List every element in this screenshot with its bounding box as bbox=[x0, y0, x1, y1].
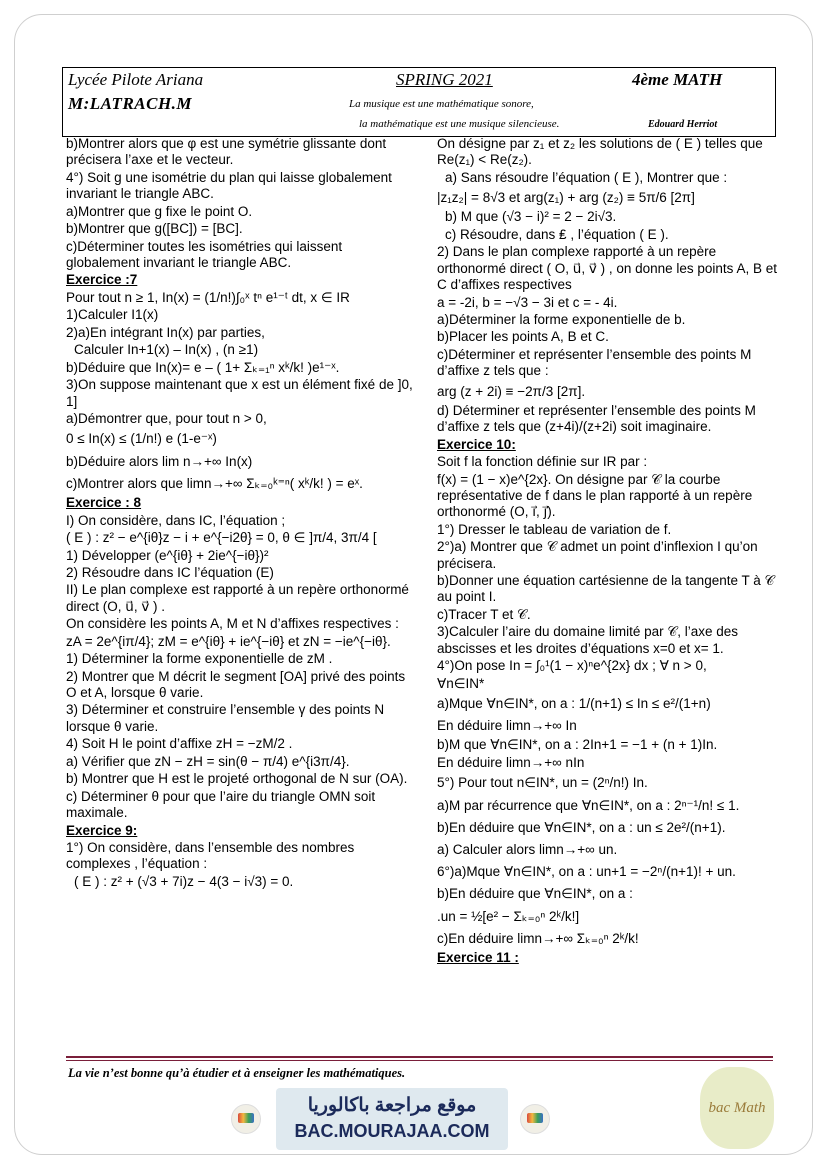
text-line: ( E ) : z² − e^{iθ}z − i + e^{−i2θ} = 0, θ ∈ ]π/4, 3π/4 [ bbox=[66, 530, 377, 546]
text-line: b)Montrer alors que φ est une symétrie glissante dont précisera l’axe et le vecteur. bbox=[66, 136, 387, 168]
quote-line-2: la mathématique est une musique silencieuse. bbox=[359, 118, 560, 130]
text-line: 1) Déterminer la forme exponentielle de zM . bbox=[66, 651, 333, 667]
exercise-heading: Exercice : 8 bbox=[66, 495, 142, 511]
text-line: 3)On suppose maintenant que x est un élément fixé de ]0, 1] bbox=[66, 377, 413, 409]
text-line: 1°) On considère, dans l’ensemble des nombres complexes , l’équation : bbox=[66, 839, 355, 872]
text-line: 4) Soit H le point d’affixe zH = −zM/2 . bbox=[66, 736, 293, 752]
text-line: b) M que (√3 − i)² = 2 − 2i√3. bbox=[445, 209, 617, 225]
text-line: zA = 2e^{iπ/4}; zM = e^{iθ} + ie^{−iθ} et zN = −ie^{−iθ}. bbox=[66, 633, 391, 649]
text-line: 4°) Soit g une isométrie du plan qui laisse globalement invariant le triangle ABC. bbox=[66, 169, 392, 202]
text-line: |z₁z₂| = 8√3 et arg(z₁) + arg (z₂) ≡ 5π/6 [2π] bbox=[437, 190, 695, 206]
text-line: b)En déduire que ∀n∈IN*, on a : un ≤ 2e²/(n+1). bbox=[437, 819, 726, 835]
text-line: c)Montrer alors que limn→+∞ Σₖ₌₀ᵏ⁼ⁿ( xᵏ/k! ) = eˣ. bbox=[66, 475, 363, 491]
text-line: I) On considère, dans IC, l’équation ; bbox=[66, 512, 286, 528]
right-column bbox=[437, 136, 777, 967]
quote-line-1: La musique est une mathématique sonore, bbox=[349, 98, 534, 110]
text-line: 1)Calculer I1(x) bbox=[66, 307, 159, 323]
site-banner[interactable] bbox=[276, 1088, 508, 1150]
text-line: 1) Développer (e^{iθ} + 2ie^{−iθ})² bbox=[66, 547, 269, 563]
text-line: ∀n∈IN* bbox=[437, 675, 485, 691]
text-line: En déduire limn→+∞ In bbox=[437, 718, 577, 734]
text-line: b)M que ∀n∈IN*, on a : 2In+1 = −1 + (n + 1)In. bbox=[437, 737, 718, 753]
text-line: b)Montrer que g([BC]) = [BC]. bbox=[66, 221, 243, 237]
text-line: Calculer In+1(x) – In(x) , (n ≥1) bbox=[74, 342, 259, 358]
text-line: c)En déduire limn→+∞ Σₖ₌₀ⁿ 2ᵏ/k! bbox=[437, 930, 639, 946]
class-level: 4ème MATH bbox=[632, 70, 723, 89]
text-line: II) Le plan complexe est rapporté à un repère orthonormé direct (O, u⃗, v⃗ ) . bbox=[66, 582, 409, 614]
text-line: 2)a)En intégrant In(x) par parties, bbox=[66, 324, 265, 340]
site-url[interactable]: BAC.MOURAJAA.COM bbox=[294, 1121, 490, 1141]
text-line: c)Déterminer toutes les isométries qui laissent globalement invariant le triangle ABC. bbox=[66, 238, 343, 270]
text-line: c)Tracer T et 𝒞. bbox=[437, 606, 531, 622]
text-line: c) Résoudre, dans ₤ , l’équation ( E ). bbox=[445, 226, 669, 242]
text-line: a)Démontrer que, pour tout n > 0, bbox=[66, 411, 267, 426]
text-line: a)Déterminer la forme exponentielle de b. bbox=[437, 311, 686, 327]
footer-divider-thin bbox=[66, 1060, 773, 1061]
text-line: 2) Dans le plan complexe rapporté à un repère orthonormé direct ( O, u⃗, v⃗ ) , on donne les points A, B et C d’affixes respectives bbox=[437, 244, 777, 293]
text-line: a)Montrer que g fixe le point O. bbox=[66, 203, 253, 219]
text-line: 3) Déterminer et construire l’ensemble γ des points N lorsque θ varie. bbox=[66, 702, 385, 734]
text-line: 6°)a)Mque ∀n∈IN*, on a : un+1 = −2ⁿ/(n+1)! + un. bbox=[437, 864, 736, 880]
exercise-heading: Exercice :7 bbox=[66, 272, 138, 288]
text-line: c)Déterminer et représenter l’ensemble des points M d’affixe z tels que : bbox=[437, 346, 752, 379]
quote-author: Edouard Herriot bbox=[648, 119, 718, 130]
teacher-name: M:LATRACH.M bbox=[68, 94, 193, 113]
session-label: SPRING 2021 bbox=[396, 70, 493, 89]
book-icon bbox=[527, 1113, 543, 1123]
text-line: b)Placer les points A, B et C. bbox=[437, 329, 609, 345]
exercise-heading: Exercice 10: bbox=[437, 436, 516, 452]
site-logo-right bbox=[520, 1104, 550, 1134]
text-line: 0 ≤ In(x) ≤ (1/n!) e (1-e⁻ˣ) bbox=[66, 431, 217, 447]
text-line: 2) Montrer que M décrit le segment [OA] privé des points O et A, lorsque θ varie. bbox=[66, 668, 406, 700]
book-icon bbox=[238, 1113, 254, 1123]
exercise-heading: Exercice 11 : bbox=[437, 949, 519, 965]
text-line: b)En déduire que ∀n∈IN*, on a : bbox=[437, 886, 633, 902]
text-line: f(x) = (1 − x)e^{2x}. On désigne par 𝒞 la courbe représentative de f dans le plan rapporté à un repère orthonormé (O, i⃗, j⃗). bbox=[437, 471, 753, 520]
text-line: b) Montrer que H est le projeté orthogonal de N sur (OA). bbox=[66, 771, 408, 787]
text-line: 4°)On pose In = ∫₀¹(1 − x)ⁿe^{2x} dx ; ∀ n > 0, bbox=[437, 658, 707, 674]
bac-math-logo: bac Math bbox=[700, 1067, 774, 1149]
text-line: b)Donner une équation cartésienne de la tangente T à 𝒞 au point I. bbox=[437, 573, 775, 605]
text-line: a)Mque ∀n∈IN*, on a : 1/(n+1) ≤ In ≤ e²/(1+n) bbox=[437, 696, 711, 712]
text-line: On considère les points A, M et N d’affixes respectives : bbox=[66, 616, 399, 632]
text-line: On désigne par z₁ et z₂ les solutions de ( E ) telles que Re(z₁) < Re(z₂). bbox=[437, 136, 763, 168]
text-line: Pour tout n ≥ 1, In(x) = (1/n!)∫₀ˣ tⁿ e¹⁻ᵗ dt, x ∈ IR bbox=[66, 289, 350, 305]
text-line: b)Déduire que In(x)= e – ( 1+ Σₖ₌₁ⁿ xᵏ/k! )e¹⁻ˣ. bbox=[66, 359, 340, 375]
site-logo-left bbox=[231, 1104, 261, 1134]
text-line: a = -2i, b = −√3 − 3i et c = - 4i. bbox=[437, 294, 618, 310]
text-line: En déduire limn→+∞ nIn bbox=[437, 754, 585, 770]
text-line: 3)Calculer l’aire du domaine limité par 𝒞, l’axe des abscisses et les droites d’équations x=0 et x= 1. bbox=[437, 624, 738, 656]
footer-divider bbox=[66, 1056, 773, 1058]
text-line: 2) Résoudre dans IC l’équation (E) bbox=[66, 564, 274, 580]
left-column bbox=[66, 136, 416, 891]
text-line: 5°) Pour tout n∈IN*, un = (2ⁿ/n!) In. bbox=[437, 775, 648, 791]
text-line: a)M par récurrence que ∀n∈IN*, on a : 2ⁿ⁻¹/n! ≤ 1. bbox=[437, 797, 740, 813]
text-line: a) Calculer alors limn→+∞ un. bbox=[437, 841, 618, 857]
text-line: 2°)a) Montrer que 𝒞 admet un point d’inflexion I qu’on précisera. bbox=[437, 539, 758, 571]
footer-motto: La vie n’est bonne qu’à étudier et à enseigner les mathématiques. bbox=[68, 1066, 406, 1080]
text-line: .un = ½[e² − Σₖ₌₀ⁿ 2ᵏ/k!] bbox=[437, 908, 580, 924]
text-line: b)Déduire alors lim n→+∞ In(x) bbox=[66, 453, 253, 469]
text-line: 1°) Dresser le tableau de variation de f. bbox=[437, 521, 672, 537]
exercise-heading: Exercice 9: bbox=[66, 822, 138, 838]
text-line: ( E ) : z² + (√3 + 7i)z − 4(3 − i√3) = 0. bbox=[74, 873, 294, 889]
text-line: a) Sans résoudre l’équation ( E ), Montrer que : bbox=[445, 169, 728, 185]
site-name-arabic: موقع مراجعة باكالوريا bbox=[307, 1095, 477, 1116]
document-header bbox=[62, 67, 776, 137]
school-name: Lycée Pilote Ariana bbox=[68, 70, 204, 89]
text-line: c) Déterminer θ pour que l’aire du triangle OMN soit maximale. bbox=[66, 788, 376, 821]
text-line: Soit f la fonction définie sur IR par : bbox=[437, 454, 648, 470]
text-line: d) Déterminer et représenter l’ensemble des points M d’affixe z tels que (z+4i)/(z+2i) soit imaginaire. bbox=[437, 402, 756, 435]
text-line: a) Vérifier que zN − zH = sin(θ − π/4) e^{i3π/4}. bbox=[66, 753, 350, 769]
text-line: arg (z + 2i) ≡ −2π/3 [2π]. bbox=[437, 383, 586, 399]
